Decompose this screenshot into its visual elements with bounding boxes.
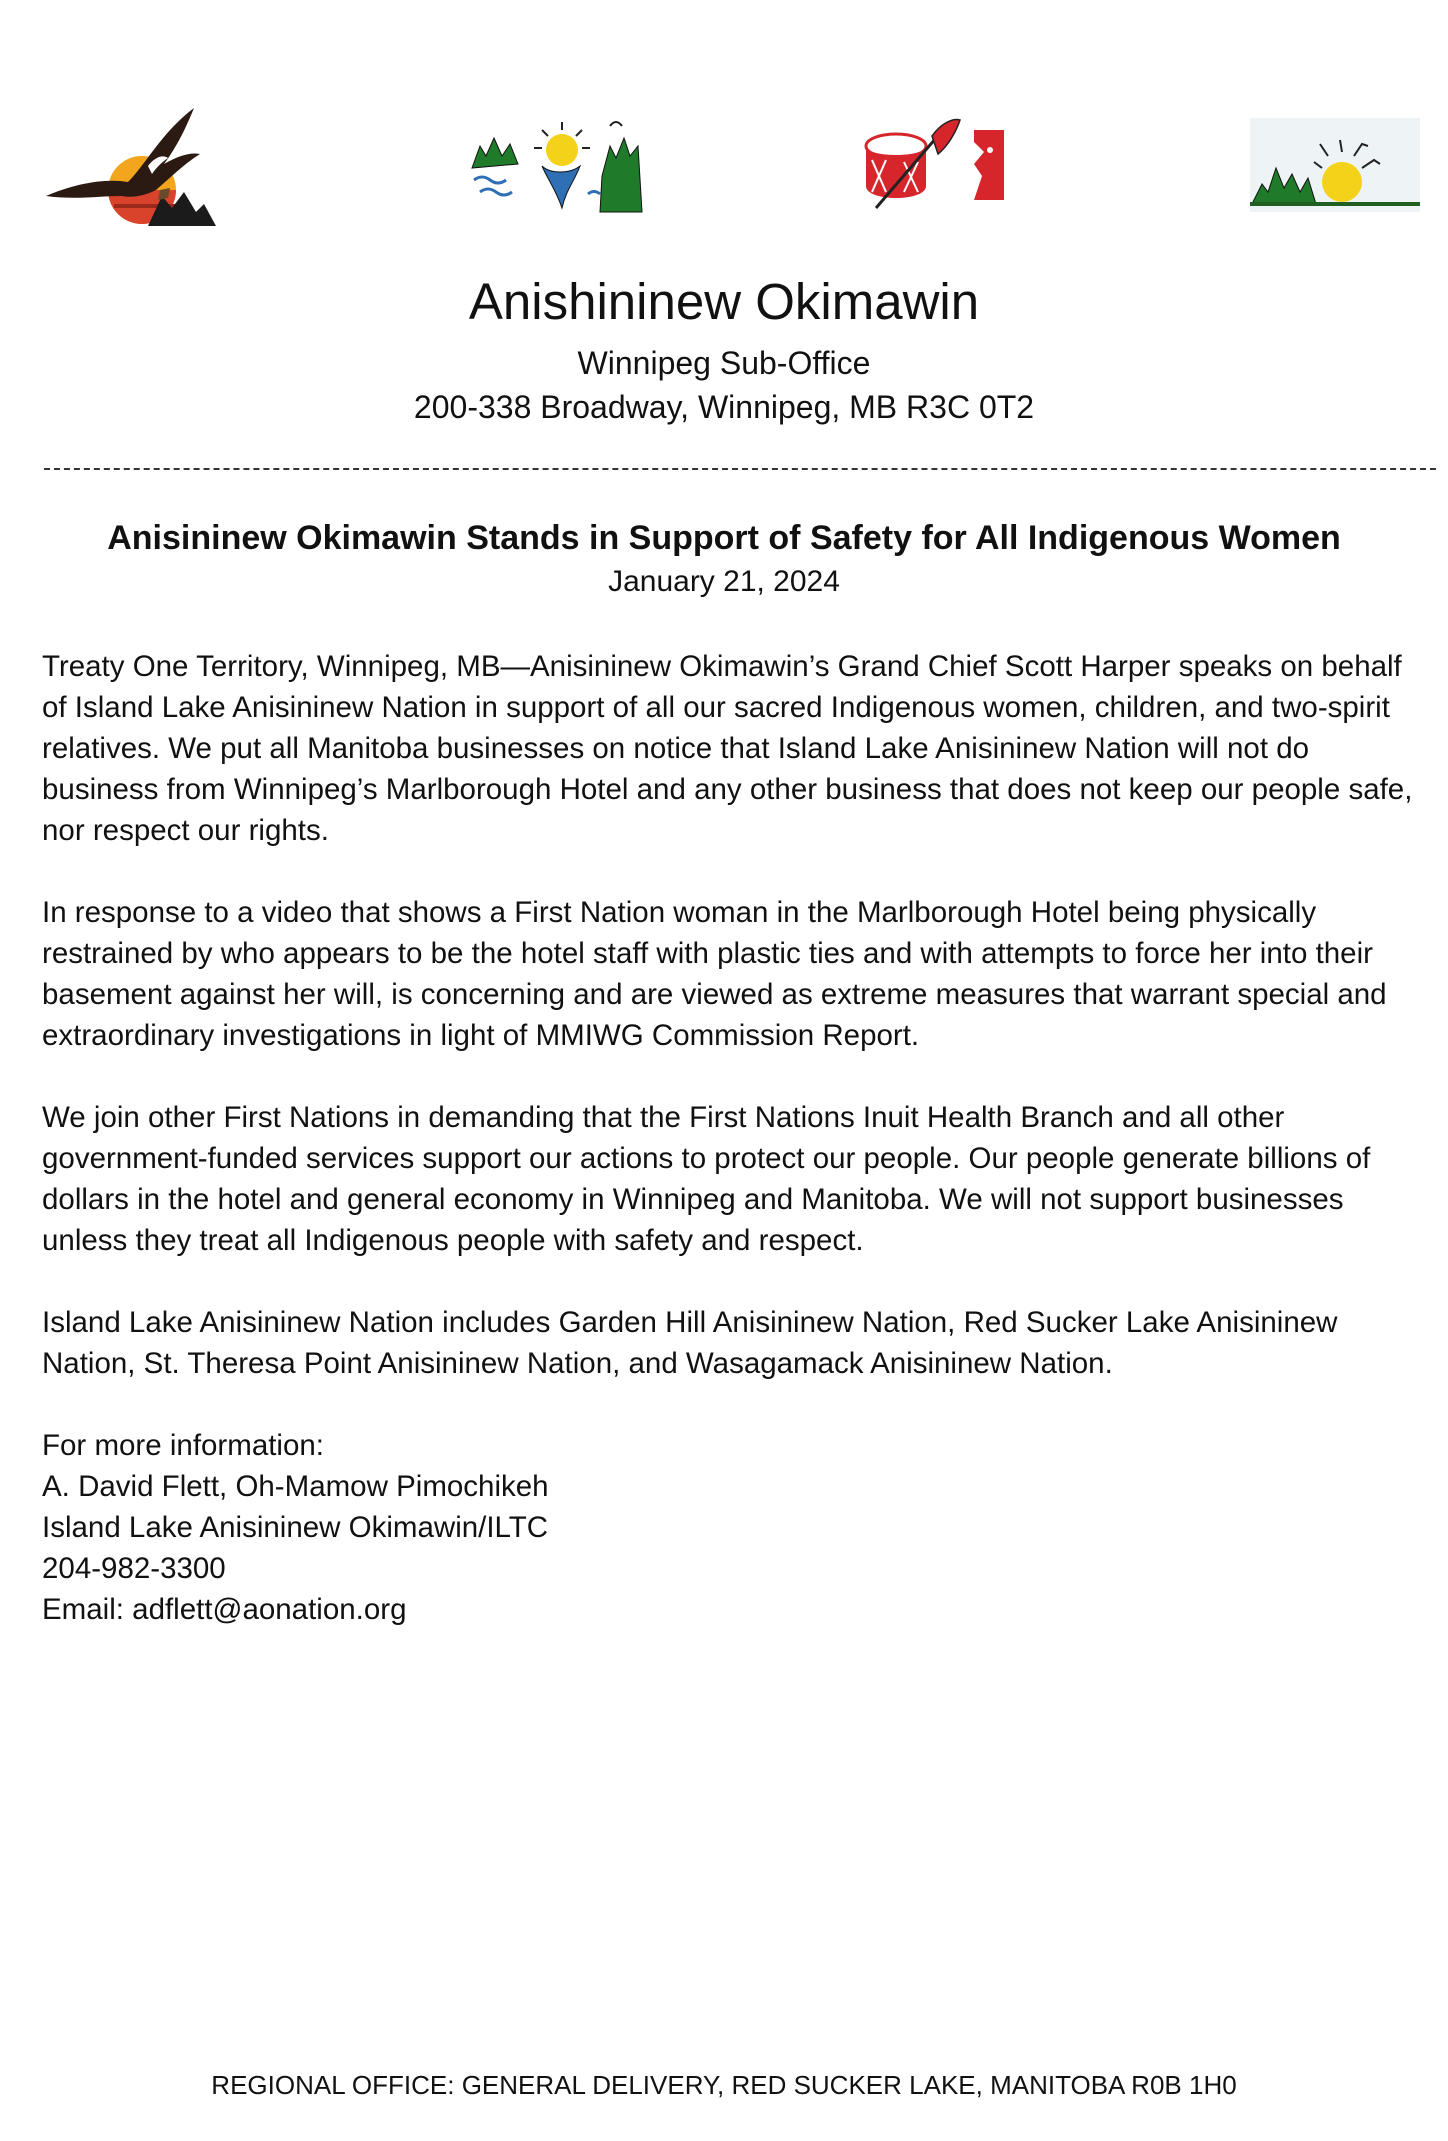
contact-email[interactable]: Email: adflett@aonation.org [42, 1593, 407, 1626]
release-body [42, 646, 1432, 1630]
sunrise-trees-logo-icon [1250, 118, 1420, 212]
sub-office: Winnipeg Sub-Office [577, 345, 871, 381]
contact-phone: 204-982-3300 [42, 1552, 226, 1585]
drum-feather-logo-icon [856, 116, 1006, 214]
org-name: Anishininew Okimawin [468, 273, 980, 330]
paragraph: In response to a video that shows a First Nation woman in the Marlborough Hotel being physically restrained by who appears to be the hotel staff with plastic ties and with attempts to force her into their basement against her will, is concerning and are viewed as extreme measures that warrant special and extraordinary investigations in light of MMIWG Commission Report. [42, 896, 1387, 1052]
contact-organization: Island Lake Anisininew Okimawin/ILTC [42, 1511, 549, 1544]
eagle-sunset-logo-icon [44, 104, 218, 226]
regional-office-footer: REGIONAL OFFICE: GENERAL DELIVERY, RED SUCKER LAKE, MANITOBA R0B 1H0 [211, 2070, 1237, 2100]
paragraph: We join other First Nations in demanding that the First Nations Inuit Health Branch and all other government-funded services support our actions to protect our people. Our people generate billions of dollars in the hotel and general economy in Winnipeg and Manitoba. We will not support businesses unless they treat all Indigenous people with safety and respect. [42, 1101, 1371, 1257]
contact-heading: For more information: [42, 1429, 324, 1462]
lakes-sun-logo-icon [470, 116, 644, 214]
paragraph: Island Lake Anisininew Nation includes Garden Hill Anisininew Nation, Red Sucker Lake Anisininew Nation, St. Theresa Point Anisininew Nation, and Wasagamack Anisininew Nation. [42, 1306, 1338, 1380]
contact-block [42, 1425, 1432, 1630]
release-date: January 21, 2024 [608, 565, 840, 598]
contact-name: A. David Flett, Oh-Mamow Pimochikeh [42, 1470, 549, 1503]
office-address: 200-338 Broadway, Winnipeg, MB R3C 0T2 [413, 389, 1035, 425]
dashed-divider [44, 468, 1436, 470]
release-headline: Anisininew Okimawin Stands in Support of Safety for All Indigenous Women [107, 519, 1341, 557]
paragraph: Treaty One Territory, Winnipeg, MB—Anisininew Okimawin’s Grand Chief Scott Harper speaks on behalf of Island Lake Anisininew Nation in support of all our sacred Indigenous women, children, and two-spirit relatives. We put all Manitoba businesses on notice that Island Lake Anisininew Nation will not do business from Winnipeg’s Marlborough Hotel and any other business that does not keep our people safe, nor respect our rights. [42, 650, 1413, 847]
